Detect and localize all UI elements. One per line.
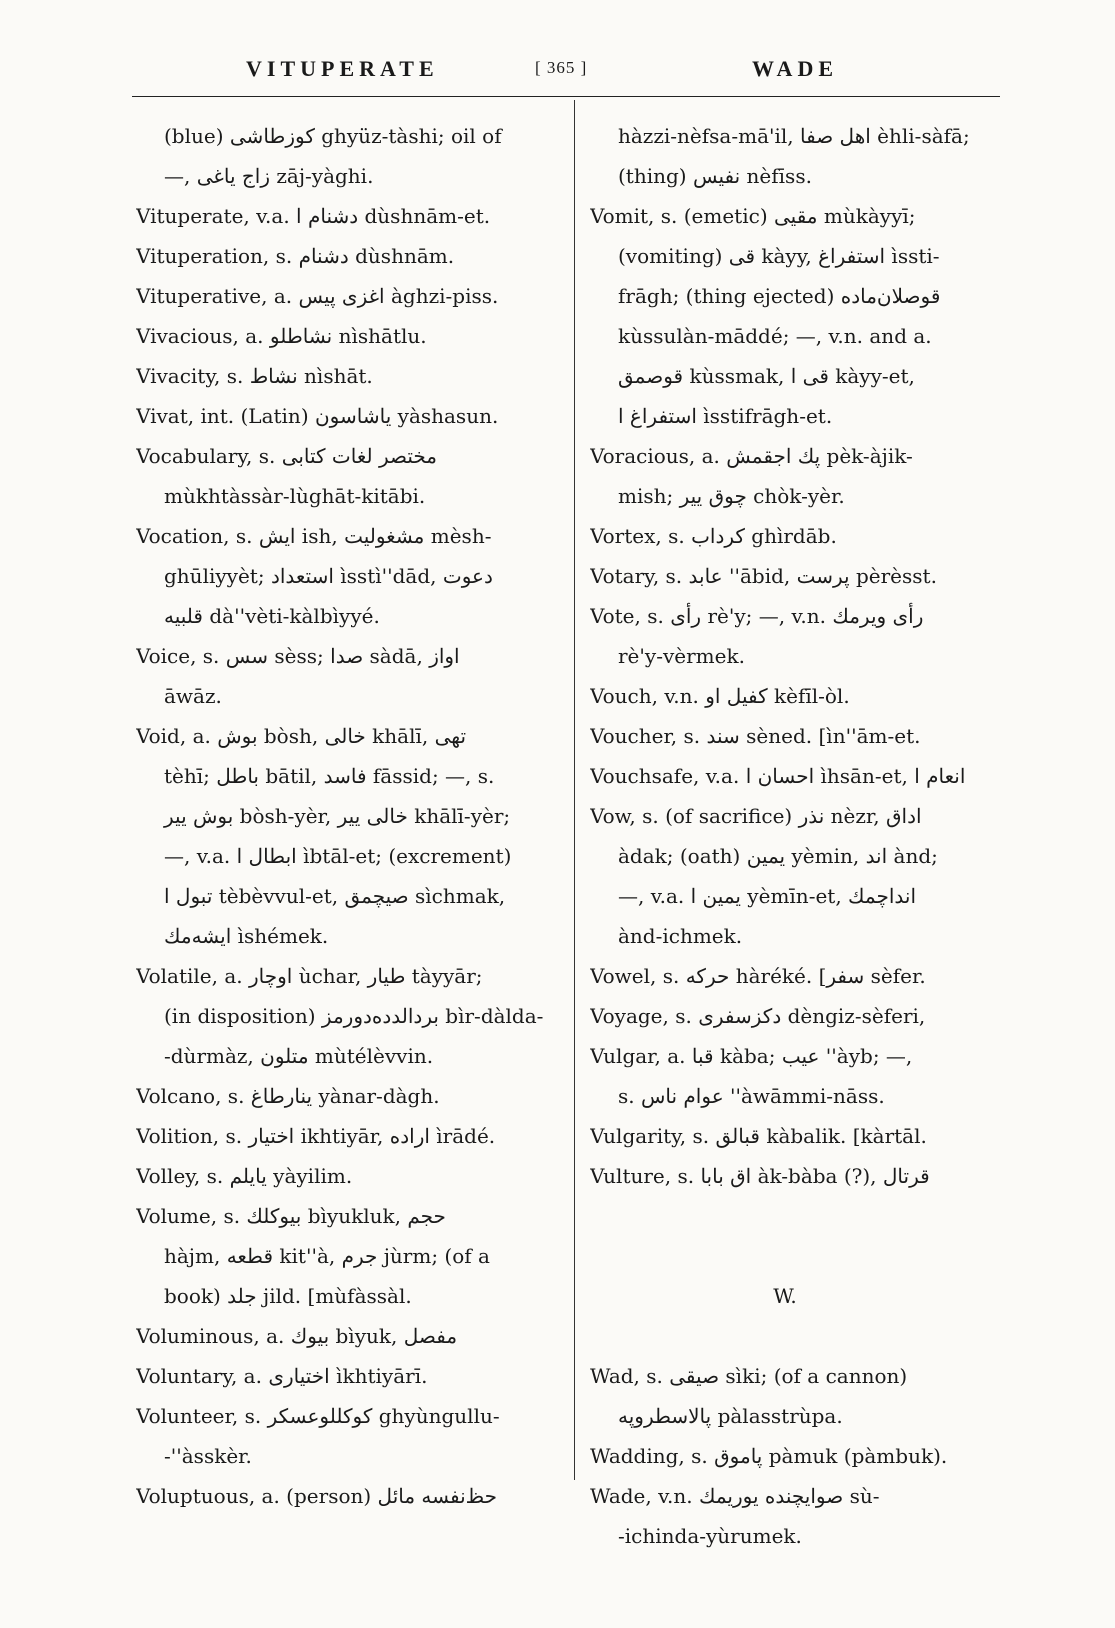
page-number: [ 365 ] — [535, 58, 588, 77]
dictionary-entry-line: Voice, s. سس sèss; صدا sàdā, اواز — [136, 644, 460, 668]
entry-continuation-line: (blue) كوزطاشى ghyüz-tàshi; oil of — [164, 124, 502, 148]
entry-continuation-line: -''àsskèr. — [164, 1444, 252, 1468]
left-column — [136, 116, 562, 1516]
header-rule — [132, 96, 1000, 97]
entry-continuation-line: —, v.a. يمين ا yèmīn-et, انداچمك — [618, 884, 917, 908]
dictionary-entry-line: Vulgar, a. قبا kàba; عيب ''àyb; —, — [590, 1044, 913, 1068]
entry-continuation-line: àdak; (oath) يمين yèmin, اند ànd; — [618, 844, 938, 868]
dictionary-entry-line — [590, 1316, 1010, 1356]
dictionary-entry-line: Wadding, s. پاموق pàmuk (pàmbuk). — [590, 1444, 948, 1468]
dictionary-entry-line: Vowel, s. حركه hàréké. [سفر sèfer. — [590, 964, 926, 988]
entry-continuation-line: ghūliyyèt; استعداد ìsstì''dād, دعوت — [164, 564, 493, 588]
header-right-guide-word: WADE — [752, 56, 839, 81]
entry-continuation-line: —, v.a. ابطال ا ìbtāl-et; (excrement) — [164, 844, 512, 868]
entry-continuation-line: (vomiting) قى kàyy, استفراغ ìssti- — [618, 244, 940, 268]
dictionary-entry-line: Vocation, s. ايش ish, مشغوليت mèsh- — [136, 524, 492, 548]
column-divider — [574, 100, 575, 1480]
dictionary-entry-line: Vow, s. (of sacrifice) نذر nèzr, اداق — [590, 804, 922, 828]
dictionary-entry-line: Vivacity, s. نشاط nìshāt. — [136, 364, 373, 388]
dictionary-entry-line: Voracious, a. پك اجقمش pèk-àjik- — [590, 444, 913, 468]
dictionary-entry-line: Voluntary, a. اختيارى ìkhtiyārī. — [136, 1364, 428, 1388]
entry-continuation-line: frāgh; (thing ejected) قوصلان‌ماده — [618, 284, 941, 308]
dictionary-entry-line: Vote, s. رأى rè'y; —, v.n. رأى ويرمك — [590, 604, 924, 628]
page-header — [0, 52, 1115, 92]
dictionary-entry-line — [590, 1236, 1010, 1276]
entry-continuation-line: تبول ا tèbèvvul-et, صيچمق sìchmak, — [164, 884, 506, 908]
dictionary-entry-line: Volatile, a. اوچار ùchar, طيار tàyyār; — [136, 964, 483, 988]
entry-continuation-line: hàzzi-nèfsa-mā'il, اهل صفا èhli-sàfā; — [618, 124, 970, 148]
dictionary-entry-line: Volume, s. بيوكلك bìyukluk, حجم — [136, 1204, 446, 1228]
dictionary-entry-line: Vouchsafe, v.a. احسان ا ìhsān-et, انعام ا — [590, 764, 966, 788]
entry-continuation-line: -ichinda-yùrumek. — [618, 1524, 802, 1548]
entry-continuation-line: mish; چوق يير chòk-yèr. — [618, 484, 845, 508]
dictionary-entry-line: Voluptuous, a. (person) حظ‌نفسه مائل — [136, 1484, 498, 1508]
entry-continuation-line: tèhī; باطل bātil, فاسد fāssid; —, s. — [164, 764, 495, 788]
entry-continuation-line: (in disposition) بردالدده‌دورمز bìr-dàlda- — [164, 1004, 544, 1028]
dictionary-entry-line: Voluminous, a. بيوك bìyuk, مفصل — [136, 1324, 458, 1348]
dictionary-entry-line: Voyage, s. دكزسفرى dèngiz-sèferi, — [590, 1004, 926, 1028]
entry-continuation-line: -dùrmàz, متلون mùtélèvvin. — [164, 1044, 434, 1068]
entry-continuation-line: mùkhtàssàr-lùghāt-kitābi. — [164, 484, 426, 508]
dictionary-entry-line: Vocabulary, s. مختصر لغات كتابى — [136, 444, 437, 468]
entry-continuation-line: kùssulàn-māddé; —, v.n. and a. — [618, 324, 932, 348]
dictionary-entry-line: Vulture, s. اق بابا àk-bàba (?), قرتال — [590, 1164, 930, 1188]
dictionary-entry-line: Vomit, s. (emetic) مقيى mùkàyyī; — [590, 204, 916, 228]
dictionary-entry-line — [590, 1196, 1010, 1236]
entry-continuation-line: (thing) نفيس nèfīss. — [618, 164, 812, 188]
entry-continuation-line: استفراغ ا ìsstifrāgh-et. — [618, 404, 833, 428]
dictionary-entry-line: Void, a. بوش bòsh, خالى khālī, تهى — [136, 724, 467, 748]
entry-continuation-line: —, زاج ياغى zāj-yàghi. — [164, 164, 374, 188]
entry-continuation-line: s. عوام ناس ''àwāmmi-nāss. — [618, 1084, 885, 1108]
dictionary-entry-line: Wad, s. صيقى sìki; (of a cannon) — [590, 1364, 908, 1388]
dictionary-entry-line: Vivacious, a. نشاطلو nìshātlu. — [136, 324, 427, 348]
entry-continuation-line: āwāz. — [164, 684, 222, 708]
entry-continuation-line: ànd-ichmek. — [618, 924, 743, 948]
entry-continuation-line: پالاسطروپه pàlasstrùpa. — [618, 1404, 843, 1428]
dictionary-entry-line: Vouch, v.n. كفيل او kèfīl-òl. — [590, 684, 850, 708]
section-letter-heading: W. — [773, 1284, 797, 1308]
dictionary-entry-line: Wade, v.n. صوايچنده يوريمك sù- — [590, 1484, 880, 1508]
dictionary-entry-line: Volcano, s. ينارطاغ yànar-dàgh. — [136, 1084, 440, 1108]
dictionary-entry-line: Vivat, int. (Latin) ياشاسون yàshasun. — [136, 404, 499, 428]
dictionary-entry-line: Volition, s. اختيار ikhtiyār, اراده ìrādé. — [136, 1124, 496, 1148]
dictionary-entry-line: Vituperate, v.a. دشنام ا dùshnām-et. — [136, 204, 491, 228]
dictionary-entry-line: Vituperation, s. دشنام dùshnām. — [136, 244, 455, 268]
header-left-guide-word: VITUPERATE — [246, 56, 439, 81]
dictionary-entry-line: Volunteer, s. كوكللوعسكر ghyùngullu- — [136, 1404, 500, 1428]
dictionary-entry-line: Votary, s. عابد ''ābid, پرست pèrèsst. — [590, 564, 937, 588]
entry-continuation-line: بوش يير bòsh-yèr, خالى يير khālī-yèr; — [164, 804, 511, 828]
dictionary-entry-line: Volley, s. يايلم yàyilim. — [136, 1164, 353, 1188]
entry-continuation-line: ايشه‌مك ìshémek. — [164, 924, 329, 948]
dictionary-entry-line: Voucher, s. سند sèned. [ìn''ām-et. — [590, 724, 921, 748]
dictionary-entry-line: Vituperative, a. اغزى پيس àghzi-piss. — [136, 284, 499, 308]
entry-continuation-line: rè'y-vèrmek. — [618, 644, 745, 668]
dictionary-entry-line: Vortex, s. كرداب ghìrdāb. — [590, 524, 837, 548]
entry-continuation-line: hàjm, قطعه kit''à, جرم jùrm; (of a — [164, 1244, 490, 1268]
entry-continuation-line: book) جلد jild. [mùfàssàl. — [164, 1284, 412, 1308]
dictionary-entry-line: Vulgarity, s. قبالق kàbalik. [kàrtāl. — [590, 1124, 927, 1148]
entry-continuation-line: قوصمق kùssmak, قى ا kàyy-et, — [618, 364, 915, 388]
right-column — [590, 116, 1010, 1556]
entry-continuation-line: قلبيه dà''vèti-kàlbìyyé. — [164, 604, 380, 628]
